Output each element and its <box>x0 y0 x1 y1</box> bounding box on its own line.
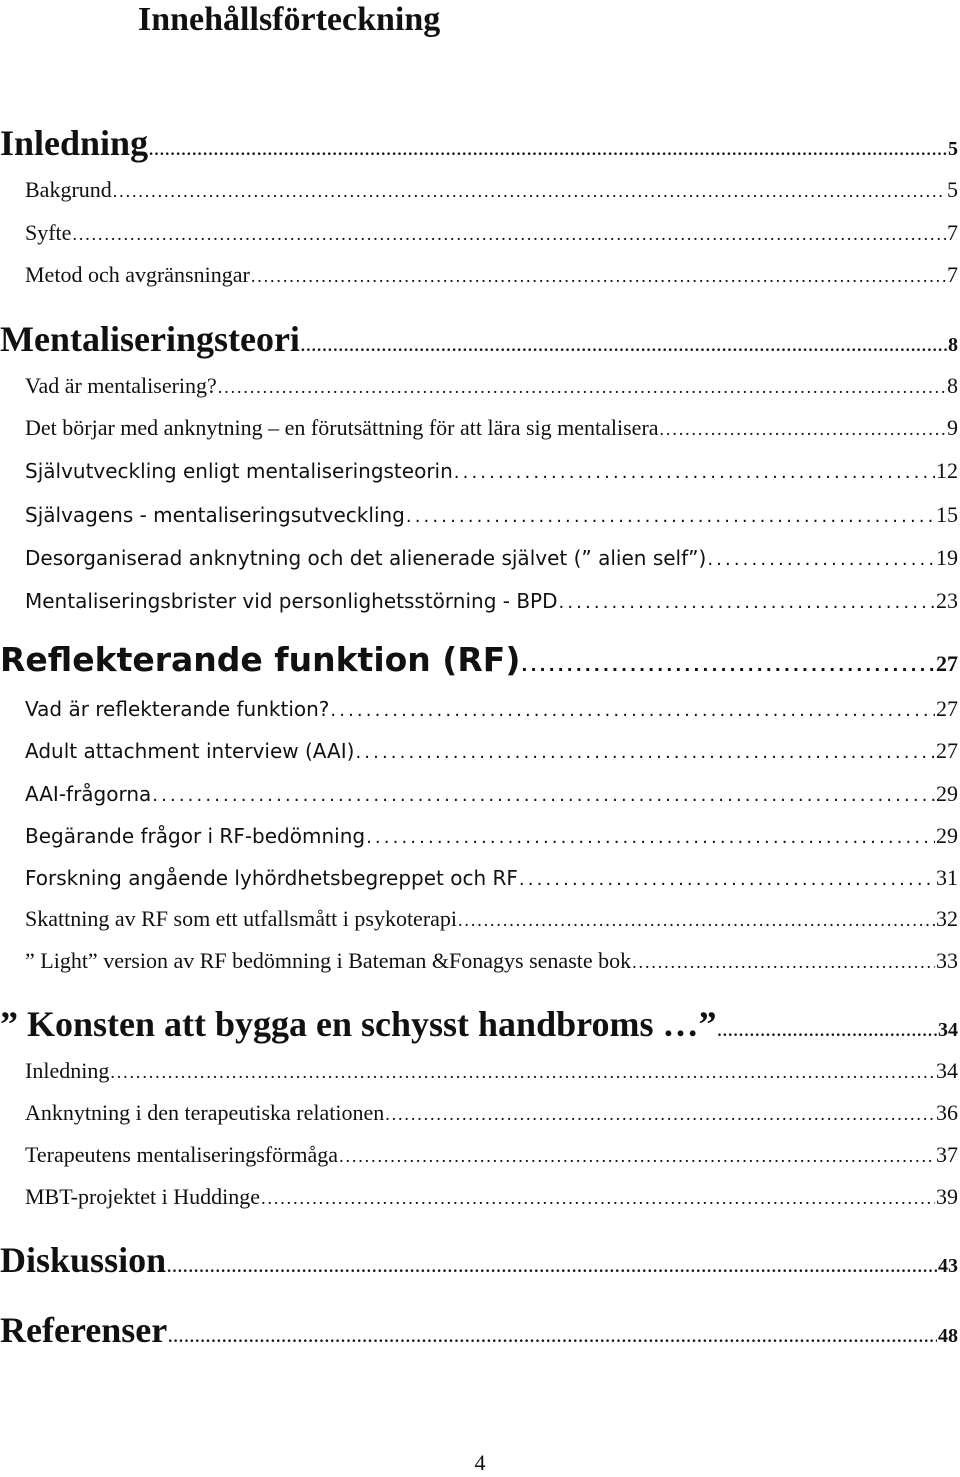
toc-label: Reflekterande funktion (RF) <box>0 640 521 679</box>
toc-label: Desorganiserad anknytning och det alienerade självet (” alien self”) <box>25 546 707 570</box>
toc-page: 5 <box>948 138 958 160</box>
dot-leader <box>366 827 935 848</box>
toc-page: 39 <box>936 1184 958 1209</box>
toc-entry-referenser[interactable] <box>0 1309 960 1353</box>
toc-label: AAI-frågorna <box>25 782 152 806</box>
toc-label: Terapeutens mentaliseringsförmåga <box>25 1142 339 1167</box>
dot-leader <box>261 1188 935 1209</box>
dot-leader <box>113 181 946 202</box>
toc-page: 29 <box>936 781 958 806</box>
toc-entry-syfte[interactable] <box>0 220 960 250</box>
toc-page: 48 <box>938 1325 958 1347</box>
toc-page: 19 <box>936 545 958 570</box>
toc-page: 34 <box>936 1058 958 1083</box>
dot-leader <box>149 142 947 160</box>
toc-page: 8 <box>948 334 958 356</box>
toc-page: 8 <box>947 373 958 398</box>
toc-page: 7 <box>947 262 958 287</box>
dot-leader <box>168 1329 937 1347</box>
toc-entry-inledning[interactable] <box>0 122 960 166</box>
toc-entry-light-version[interactable] <box>0 948 960 978</box>
toc-label: Skattning av RF som ett utfallsmått i psykoterapi <box>25 906 458 931</box>
toc-page: 9 <box>947 415 958 440</box>
toc-label: Forskning angående lyhördhetsbegreppet och RF <box>25 866 518 890</box>
toc-label: Syfte <box>25 220 72 245</box>
toc-entry-det-borjar-med-anknytning[interactable] <box>0 415 960 445</box>
toc-page: 5 <box>947 177 958 202</box>
toc-label: ” Konsten att bygga en schysst handbroms …” <box>0 1004 717 1044</box>
toc-page: 23 <box>936 588 958 613</box>
toc-entry-mentaliseringsteori[interactable] <box>0 318 960 362</box>
toc-label: Vad är reflekterande funktion? <box>25 697 330 721</box>
dot-leader <box>717 1023 937 1041</box>
dot-leader <box>355 742 935 763</box>
dot-leader <box>330 700 935 721</box>
toc-entry-diskussion[interactable] <box>0 1239 960 1283</box>
toc-page: 27 <box>936 651 958 676</box>
dot-leader <box>72 224 946 245</box>
page-title: Innehållsförteckning <box>138 1 441 38</box>
toc-label: Bakgrund <box>25 177 112 202</box>
toc-label: Det börjar med anknytning – en förutsättning för att lära sig mentalisera <box>25 415 659 440</box>
dot-leader <box>251 266 946 287</box>
dot-leader <box>660 419 946 440</box>
toc-label: Mentaliseringsbrister vid personlighetsstörning - BPD <box>25 589 558 613</box>
toc-entry-metod[interactable] <box>0 262 960 292</box>
toc-page: 43 <box>938 1255 958 1277</box>
toc-entry-konsten-att-bygga[interactable] <box>0 1003 960 1047</box>
toc-label: Begärande frågor i RF-bedömning <box>25 824 366 848</box>
toc-label: Mentaliseringsteori <box>0 319 300 359</box>
toc-page: 37 <box>936 1142 958 1167</box>
toc-label: Självagens - mentaliseringsutveckling <box>25 503 405 527</box>
toc-entry-forskning[interactable] <box>0 865 960 895</box>
toc-page: 7 <box>947 220 958 245</box>
toc-page: 15 <box>936 502 958 527</box>
dot-leader <box>559 592 936 613</box>
toc-label: Inledning <box>25 1058 110 1083</box>
toc-label: Diskussion <box>0 1240 167 1280</box>
toc-page: 33 <box>936 948 958 973</box>
toc-entry-aai[interactable] <box>0 738 960 768</box>
dot-leader <box>458 910 935 931</box>
toc-entry-sjalvagens[interactable] <box>0 502 960 532</box>
toc-entry-skattning[interactable] <box>0 906 960 936</box>
toc-page: 12 <box>936 458 958 483</box>
toc-entry-vad-ar-rf[interactable] <box>0 696 960 726</box>
dot-leader <box>167 1259 937 1277</box>
toc-page: 32 <box>936 906 958 931</box>
toc-label: Inledning <box>0 123 149 163</box>
dot-leader <box>707 549 935 570</box>
dot-leader <box>632 952 935 973</box>
dot-leader <box>110 1062 935 1083</box>
toc-page: 34 <box>938 1019 958 1041</box>
toc-label: ” Light” version av RF bedömning i Bateman &Fonagys senaste bok <box>25 948 632 973</box>
toc-label: Anknytning i den terapeutiska relationen <box>25 1100 385 1125</box>
dot-leader <box>519 869 935 890</box>
toc-entry-desorganiserad-anknytning[interactable] <box>0 545 960 575</box>
toc-entry-anknytning-terapeutiska[interactable] <box>0 1100 960 1130</box>
dot-leader <box>454 462 935 483</box>
toc-page: 27 <box>936 738 958 763</box>
dot-leader <box>301 338 947 356</box>
toc-entry-inledning-2[interactable] <box>0 1058 960 1088</box>
toc-entry-bakgrund[interactable] <box>0 177 960 207</box>
toc-entry-mbt-projektet[interactable] <box>0 1184 960 1214</box>
dot-leader <box>406 506 935 527</box>
toc-label: Vad är mentalisering? <box>25 373 217 398</box>
toc-page: 27 <box>936 696 958 721</box>
dot-leader <box>385 1104 935 1125</box>
toc-entry-sjalvutveckling[interactable] <box>0 458 960 488</box>
toc-entry-reflekterande-funktion[interactable] <box>0 640 960 684</box>
toc-entry-vad-ar-mentalisering[interactable] <box>0 373 960 403</box>
dot-leader <box>218 377 946 398</box>
toc-entry-begarande-fragor[interactable] <box>0 823 960 853</box>
toc-label: Metod och avgränsningar <box>25 262 250 287</box>
dot-leader <box>521 656 935 675</box>
dot-leader <box>152 785 935 806</box>
toc-page: 31 <box>936 865 958 890</box>
toc-label: Referenser <box>0 1310 168 1350</box>
dot-leader <box>339 1146 935 1167</box>
toc-entry-terapeutens-mentaliseringsformaga[interactable] <box>0 1142 960 1172</box>
toc-entry-mentaliseringsbrister[interactable] <box>0 588 960 618</box>
toc-page: 29 <box>936 823 958 848</box>
toc-page: 36 <box>936 1100 958 1125</box>
toc-label: Adult attachment interview (AAI) <box>25 739 355 763</box>
page-number: 4 <box>474 1450 486 1475</box>
toc-label: Självutveckling enligt mentaliseringsteorin <box>25 459 453 483</box>
toc-entry-aai-fragorna[interactable] <box>0 781 960 811</box>
toc-label: MBT-projektet i Huddinge <box>25 1184 261 1209</box>
